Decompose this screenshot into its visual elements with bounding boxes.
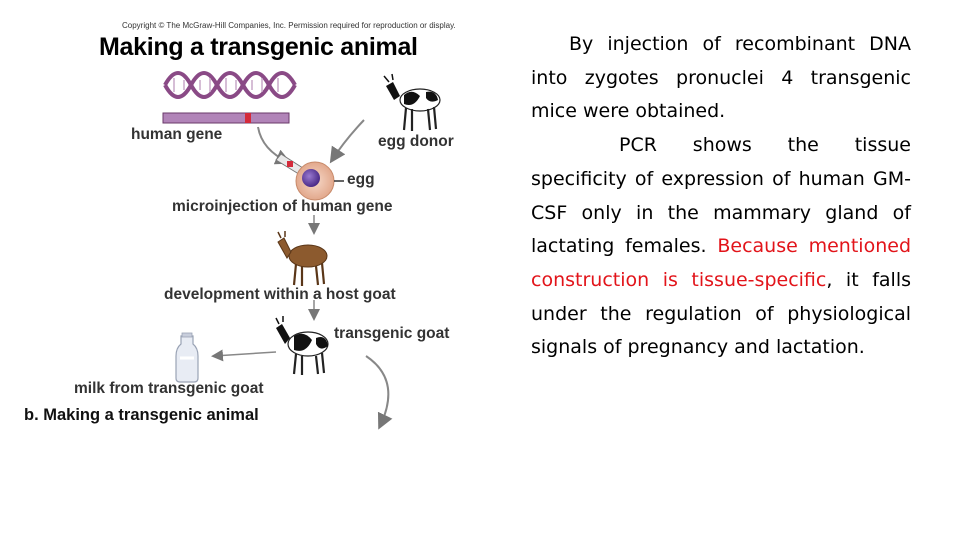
figure-title: Making a transgenic animal: [99, 33, 418, 61]
host-goat: [278, 231, 327, 286]
label-milk: milk from transgenic goat: [74, 380, 264, 397]
transgenic-figure: [0, 0, 500, 440]
human-gene-bar: [163, 113, 289, 123]
milk-bottle: [176, 333, 198, 382]
paragraph-pcr: [531, 129, 911, 365]
label-development: development within a host goat: [164, 286, 396, 303]
pcr-text: PCR shows the tissue specificity of expression of human GM-CSF only in the mammary gland of lactating females.: [531, 134, 911, 258]
figure-artwork: [0, 0, 500, 440]
copyright-notice: Copyright © The McGraw-Hill Companies, Inc. Permission required for reproduction or display.: [122, 21, 456, 30]
label-human-gene: human gene: [131, 126, 223, 143]
label-egg: egg: [347, 171, 375, 188]
paragraph-injection: By injection of recombinant DNA into zygotes pronuclei 4 transgenic mice were obtained.: [531, 33, 911, 123]
pcr-text-end: , it falls under the regulation of physiological signals of pregnancy and lactation.: [531, 268, 911, 359]
label-transgenic-goat: transgenic goat: [334, 325, 450, 342]
label-egg-donor: egg donor: [378, 133, 454, 150]
dna-helix: [165, 73, 295, 97]
highlighted-phrase: Because mentioned construction is tissue-specific: [531, 235, 911, 291]
egg-donor-goat: [384, 74, 440, 131]
label-microinjection: microinjection of human gene: [172, 198, 393, 215]
description-text: [531, 28, 911, 365]
transgenic-goat: [276, 316, 328, 375]
figure-caption: b. Making a transgenic animal: [24, 406, 259, 424]
egg-cell: [296, 162, 344, 200]
